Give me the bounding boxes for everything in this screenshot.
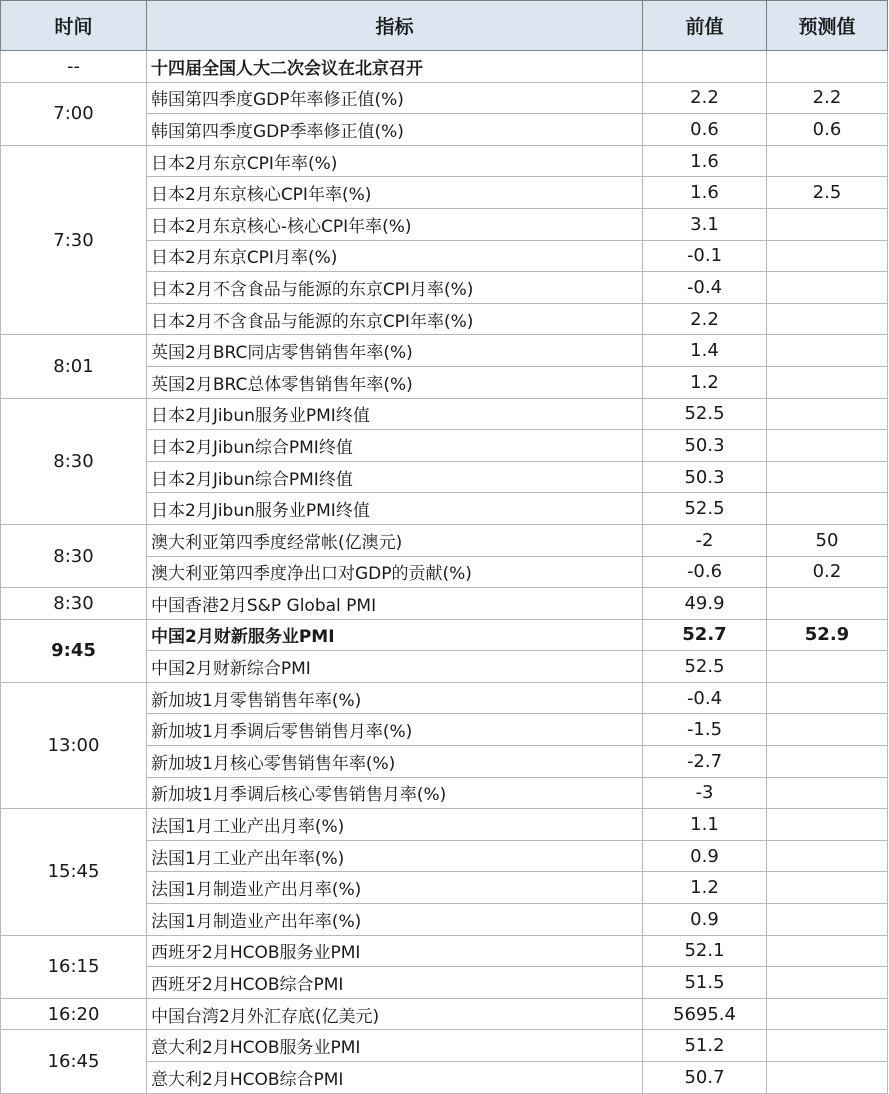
indicator-cell: 法国1月制造业产出年率(%) bbox=[147, 904, 643, 936]
indicator-cell: 法国1月工业产出年率(%) bbox=[147, 840, 643, 872]
table-row bbox=[1, 82, 888, 114]
forecast-value-cell bbox=[767, 777, 888, 809]
previous-value-cell: 50.3 bbox=[643, 430, 767, 462]
table-row bbox=[1, 335, 888, 367]
time-cell: 8:30 bbox=[1, 524, 147, 587]
forecast-value-cell bbox=[767, 398, 888, 430]
table-row bbox=[1, 398, 888, 430]
indicator-cell: 意大利2月HCOB综合PMI bbox=[147, 1062, 643, 1094]
previous-value-cell: 3.1 bbox=[643, 208, 767, 240]
indicator-cell: 新加坡1月核心零售销售年率(%) bbox=[147, 746, 643, 778]
time-cell: 15:45 bbox=[1, 809, 147, 935]
time-cell: 16:20 bbox=[1, 998, 147, 1030]
previous-value-cell: -2 bbox=[643, 524, 767, 556]
previous-value-cell: 52.5 bbox=[643, 398, 767, 430]
previous-value-cell: 52.1 bbox=[643, 935, 767, 967]
previous-value-cell: 0.9 bbox=[643, 840, 767, 872]
previous-value-cell: 2.2 bbox=[643, 82, 767, 114]
indicator-cell: 韩国第四季度GDP季率修正值(%) bbox=[147, 114, 643, 146]
indicator-cell: 英国2月BRC总体零售销售年率(%) bbox=[147, 366, 643, 398]
previous-value-cell: -1.5 bbox=[643, 714, 767, 746]
previous-value-cell: 51.5 bbox=[643, 967, 767, 999]
forecast-value-cell bbox=[767, 335, 888, 367]
forecast-value-cell bbox=[767, 51, 888, 83]
forecast-value-cell bbox=[767, 651, 888, 683]
forecast-value-cell bbox=[767, 303, 888, 335]
indicator-cell: 新加坡1月季调后核心零售销售月率(%) bbox=[147, 777, 643, 809]
header-previous: 前值 bbox=[643, 1, 767, 51]
table-row bbox=[1, 809, 888, 841]
forecast-value-cell bbox=[767, 208, 888, 240]
forecast-value-cell bbox=[767, 1062, 888, 1094]
table-row bbox=[1, 51, 888, 83]
previous-value-cell: 1.2 bbox=[643, 366, 767, 398]
header-forecast: 预测值 bbox=[767, 1, 888, 51]
indicator-cell: 法国1月工业产出月率(%) bbox=[147, 809, 643, 841]
time-cell: 8:30 bbox=[1, 588, 147, 620]
forecast-value-cell bbox=[767, 935, 888, 967]
forecast-value-cell bbox=[767, 240, 888, 272]
previous-value-cell: 2.2 bbox=[643, 303, 767, 335]
table-row bbox=[1, 1030, 888, 1062]
previous-value-cell: 50.3 bbox=[643, 461, 767, 493]
forecast-value-cell bbox=[767, 682, 888, 714]
time-cell: 16:15 bbox=[1, 935, 147, 998]
forecast-value-cell: 50 bbox=[767, 524, 888, 556]
indicator-cell: 日本2月东京CPI月率(%) bbox=[147, 240, 643, 272]
indicator-cell: 英国2月BRC同店零售销售年率(%) bbox=[147, 335, 643, 367]
indicator-cell: 日本2月东京CPI年率(%) bbox=[147, 145, 643, 177]
previous-value-cell: 1.2 bbox=[643, 872, 767, 904]
forecast-value-cell: 2.5 bbox=[767, 177, 888, 209]
forecast-value-cell bbox=[767, 430, 888, 462]
header-indicator: 指标 bbox=[147, 1, 643, 51]
indicator-cell: 中国台湾2月外汇存底(亿美元) bbox=[147, 998, 643, 1030]
indicator-cell: 日本2月东京核心-核心CPI年率(%) bbox=[147, 208, 643, 240]
previous-value-cell: 50.7 bbox=[643, 1062, 767, 1094]
forecast-value-cell bbox=[767, 904, 888, 936]
indicator-cell: 中国2月财新综合PMI bbox=[147, 651, 643, 683]
header-time: 时间 bbox=[1, 1, 147, 51]
table-row bbox=[1, 619, 888, 651]
indicator-cell: 意大利2月HCOB服务业PMI bbox=[147, 1030, 643, 1062]
forecast-value-cell bbox=[767, 1030, 888, 1062]
indicator-cell: 日本2月不含食品与能源的东京CPI月率(%) bbox=[147, 272, 643, 304]
time-cell: -- bbox=[1, 51, 147, 83]
forecast-value-cell: 52.9 bbox=[767, 619, 888, 651]
previous-value-cell: 1.6 bbox=[643, 177, 767, 209]
header-row bbox=[1, 1, 888, 51]
previous-value-cell: 52.5 bbox=[643, 651, 767, 683]
forecast-value-cell bbox=[767, 998, 888, 1030]
time-cell: 8:30 bbox=[1, 398, 147, 524]
time-cell: 8:01 bbox=[1, 335, 147, 398]
previous-value-cell: -0.1 bbox=[643, 240, 767, 272]
table-row bbox=[1, 588, 888, 620]
previous-value-cell: -3 bbox=[643, 777, 767, 809]
forecast-value-cell: 0.6 bbox=[767, 114, 888, 146]
indicator-cell: 日本2月东京核心CPI年率(%) bbox=[147, 177, 643, 209]
previous-value-cell: 0.6 bbox=[643, 114, 767, 146]
forecast-value-cell bbox=[767, 714, 888, 746]
forecast-value-cell bbox=[767, 366, 888, 398]
forecast-value-cell bbox=[767, 588, 888, 620]
calendar-body bbox=[1, 51, 888, 1094]
forecast-value-cell bbox=[767, 145, 888, 177]
forecast-value-cell bbox=[767, 746, 888, 778]
indicator-cell: 新加坡1月季调后零售销售月率(%) bbox=[147, 714, 643, 746]
indicator-cell: 新加坡1月零售销售年率(%) bbox=[147, 682, 643, 714]
previous-value-cell: 49.9 bbox=[643, 588, 767, 620]
forecast-value-cell: 0.2 bbox=[767, 556, 888, 588]
indicator-cell: 澳大利亚第四季度净出口对GDP的贡献(%) bbox=[147, 556, 643, 588]
previous-value-cell: 51.2 bbox=[643, 1030, 767, 1062]
indicator-cell: 日本2月Jibun服务业PMI终值 bbox=[147, 398, 643, 430]
forecast-value-cell bbox=[767, 967, 888, 999]
indicator-cell: 日本2月Jibun综合PMI终值 bbox=[147, 430, 643, 462]
indicator-cell: 日本2月Jibun综合PMI终值 bbox=[147, 461, 643, 493]
previous-value-cell: -2.7 bbox=[643, 746, 767, 778]
table-row bbox=[1, 524, 888, 556]
previous-value-cell: 1.4 bbox=[643, 335, 767, 367]
forecast-value-cell bbox=[767, 809, 888, 841]
forecast-value-cell bbox=[767, 493, 888, 525]
table-row bbox=[1, 682, 888, 714]
previous-value-cell: -0.6 bbox=[643, 556, 767, 588]
forecast-value-cell bbox=[767, 840, 888, 872]
previous-value-cell: 0.9 bbox=[643, 904, 767, 936]
previous-value-cell: 52.7 bbox=[643, 619, 767, 651]
table-row bbox=[1, 145, 888, 177]
forecast-value-cell: 2.2 bbox=[767, 82, 888, 114]
time-cell: 13:00 bbox=[1, 682, 147, 808]
previous-value-cell: -0.4 bbox=[643, 682, 767, 714]
indicator-cell: 中国2月财新服务业PMI bbox=[147, 619, 643, 651]
table-row bbox=[1, 998, 888, 1030]
indicator-cell: 日本2月不含食品与能源的东京CPI年率(%) bbox=[147, 303, 643, 335]
time-cell: 7:00 bbox=[1, 82, 147, 145]
indicator-cell: 西班牙2月HCOB服务业PMI bbox=[147, 935, 643, 967]
indicator-cell: 韩国第四季度GDP年率修正值(%) bbox=[147, 82, 643, 114]
indicator-cell: 法国1月制造业产出月率(%) bbox=[147, 872, 643, 904]
time-cell: 16:45 bbox=[1, 1030, 147, 1093]
previous-value-cell: 1.6 bbox=[643, 145, 767, 177]
previous-value-cell: 1.1 bbox=[643, 809, 767, 841]
forecast-value-cell bbox=[767, 461, 888, 493]
time-cell: 7:30 bbox=[1, 145, 147, 335]
indicator-cell: 中国香港2月S&P Global PMI bbox=[147, 588, 643, 620]
forecast-value-cell bbox=[767, 272, 888, 304]
forecast-value-cell bbox=[767, 872, 888, 904]
indicator-cell: 西班牙2月HCOB综合PMI bbox=[147, 967, 643, 999]
previous-value-cell: 52.5 bbox=[643, 493, 767, 525]
time-cell: 9:45 bbox=[1, 619, 147, 682]
indicator-cell: 日本2月Jibun服务业PMI终值 bbox=[147, 493, 643, 525]
previous-value-cell bbox=[643, 51, 767, 83]
table-row bbox=[1, 935, 888, 967]
indicator-cell: 十四届全国人大二次会议在北京召开 bbox=[147, 51, 643, 83]
indicator-cell: 澳大利亚第四季度经常帐(亿澳元) bbox=[147, 524, 643, 556]
previous-value-cell: -0.4 bbox=[643, 272, 767, 304]
previous-value-cell: 5695.4 bbox=[643, 998, 767, 1030]
